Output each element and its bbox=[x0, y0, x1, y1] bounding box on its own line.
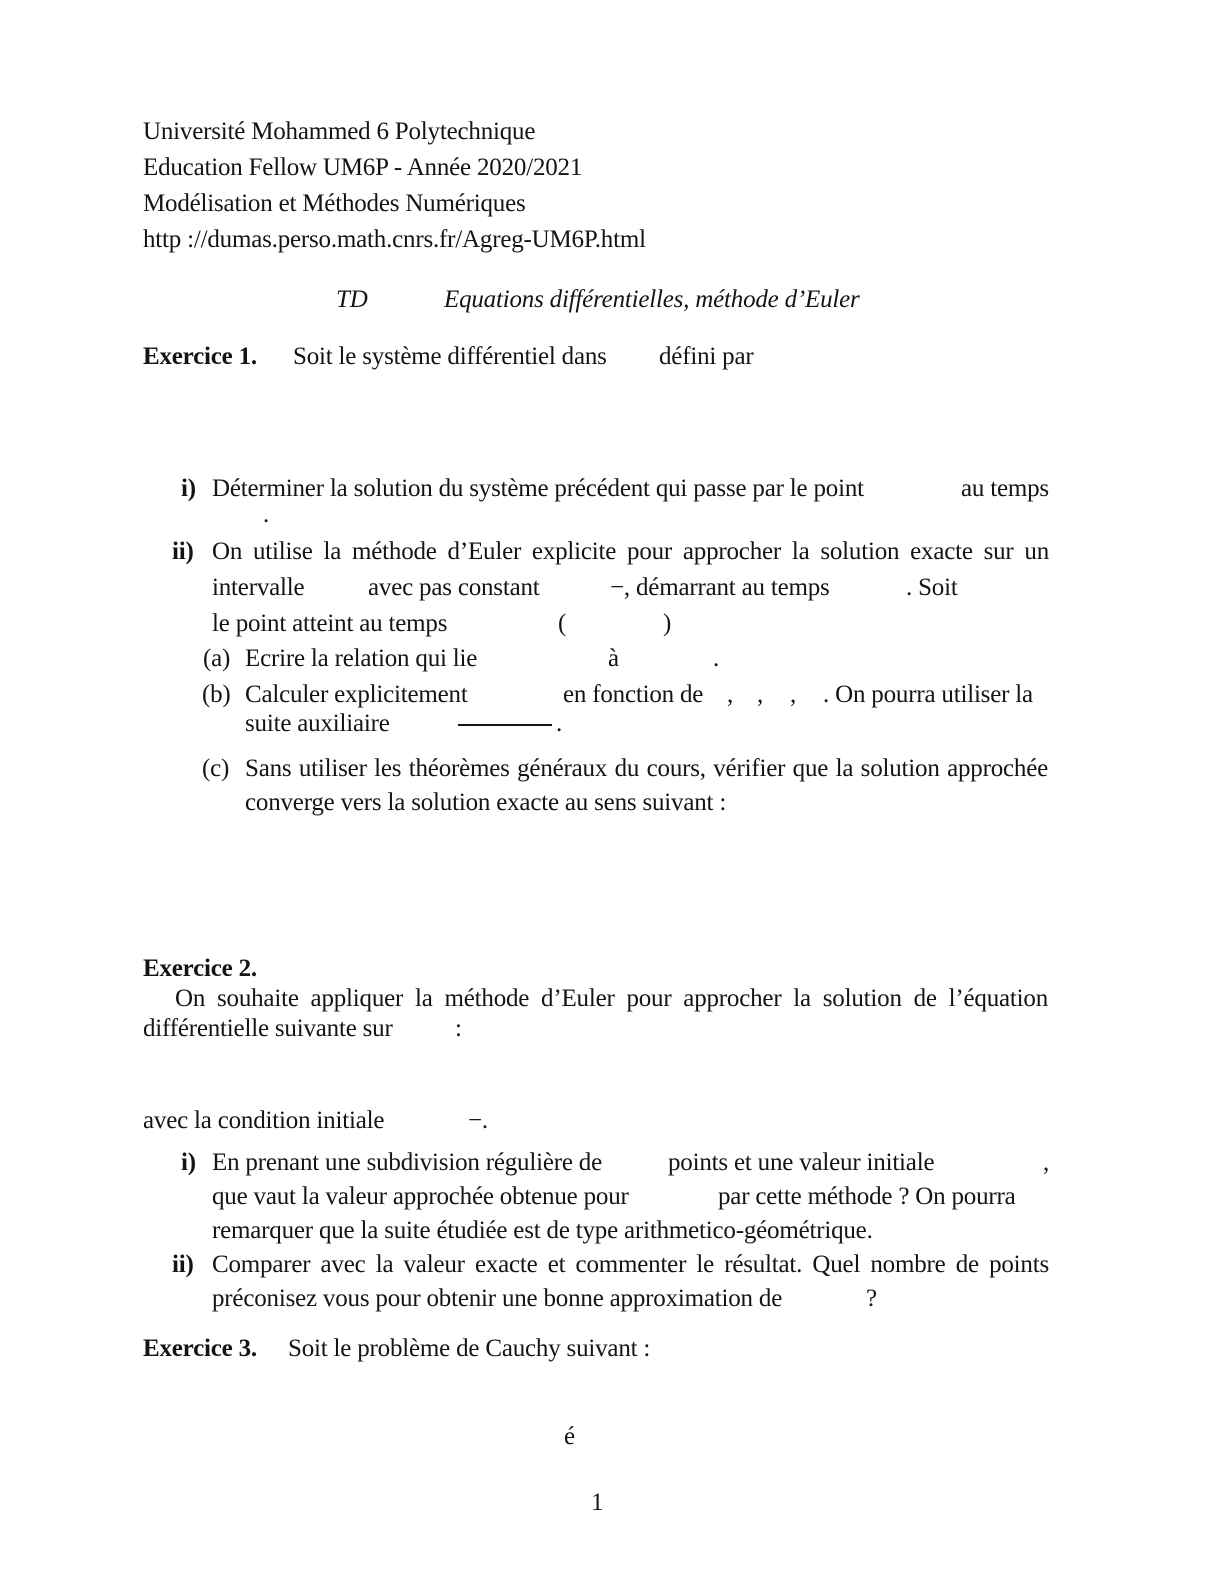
ex1-item-c-text-2: converge vers la solution exacte au sens suivant : bbox=[245, 789, 727, 816]
course-name: Modélisation et Méthodes Numériques bbox=[143, 190, 526, 217]
ex2-item-ii-marker: ii) bbox=[172, 1251, 194, 1278]
ex1-item-ii-line-1 bbox=[0, 535, 1224, 569]
exercise-1-intro-b: défini par bbox=[659, 343, 754, 370]
ex1-item-i-marker: i) bbox=[181, 475, 196, 502]
ex2-item-i-text-2a: que vaut la valeur approchée obtenue pour bbox=[212, 1183, 629, 1210]
ex1-item-i-text: Déterminer la solution du système précédent qui passe par le point bbox=[212, 475, 864, 502]
ex2-intro-line-1 bbox=[0, 982, 1224, 1016]
ex1-item-i-continuation bbox=[0, 498, 1224, 532]
ex2-intro-text-2: différentielle suivante sur bbox=[143, 1015, 393, 1042]
ex1-item-c-text-1: Sans utiliser les théorèmes généraux du cours, vérifier que la solution approchée bbox=[245, 755, 1048, 782]
ex2-item-i-comma: , bbox=[1043, 1149, 1050, 1176]
ex2-item-ii-question-mark: ? bbox=[866, 1285, 877, 1312]
header-line-2 bbox=[0, 151, 1224, 185]
ex2-item-i-marker: i) bbox=[181, 1149, 196, 1176]
ex1-item-b-marker: (b) bbox=[202, 681, 231, 708]
fraction-bar bbox=[458, 724, 552, 726]
ex1-ii-soit: . Soit bbox=[906, 574, 958, 601]
exercise-1-intro-a: Soit le système différentiel dans bbox=[293, 343, 607, 370]
ex1-item-a-marker: (a) bbox=[203, 645, 231, 672]
exercise-1-heading: Exercice 1. bbox=[143, 343, 257, 370]
ex1-item-b-line-2 bbox=[0, 707, 1224, 741]
ex1-item-b-period: . bbox=[556, 710, 563, 737]
exercise-2-heading: Exercice 2. bbox=[143, 955, 257, 982]
ex1-item-ii-marker: ii) bbox=[172, 538, 194, 565]
page-number-line bbox=[0, 1486, 1224, 1520]
ex2-item-i-line-2 bbox=[0, 1180, 1224, 1214]
header-line-3 bbox=[0, 187, 1224, 221]
ex1-item-a-period: . bbox=[713, 645, 720, 672]
ex1-ii-intervalle: intervalle bbox=[212, 574, 305, 601]
exercise-1-heading-line bbox=[0, 340, 1224, 374]
exercise-3-heading: Exercice 3. bbox=[143, 1335, 257, 1362]
course-year: Education Fellow UM6P - Année 2020/2021 bbox=[143, 154, 583, 181]
course-url: http ://dumas.perso.math.cnrs.fr/Agreg-UM6P.html bbox=[143, 226, 646, 253]
ex1-item-c-marker: (c) bbox=[202, 755, 230, 782]
ex2-item-ii-line-2 bbox=[0, 1282, 1224, 1316]
ex1-ii-demarrant: −, démarrant au temps bbox=[610, 574, 830, 601]
stray-accent: é bbox=[564, 1423, 575, 1450]
ex2-item-i-line-1 bbox=[0, 1146, 1224, 1180]
ex1-item-b-comma-2: , bbox=[757, 681, 764, 708]
ex2-intro-text-1: On souhaite appliquer la méthode d’Euler pour approcher la solution de l’équation bbox=[175, 985, 1048, 1012]
header-line-4 bbox=[0, 223, 1224, 257]
ex1-ii-close-paren: ) bbox=[663, 610, 672, 637]
exercise-3-heading-line bbox=[0, 1332, 1224, 1366]
ex2-item-ii-text-1: Comparer avec la valeur exacte et commenter le résultat. Quel nombre de points bbox=[212, 1251, 1049, 1278]
ex1-item-ii-text-1: On utilise la méthode d’Euler explicite pour approcher la solution exacte sur un bbox=[212, 538, 1049, 565]
ex2-item-ii-text-2: préconisez vous pour obtenir une bonne approximation de bbox=[212, 1285, 783, 1312]
ex1-item-a-line bbox=[0, 642, 1224, 676]
ex1-ii-point-atteint: le point atteint au temps bbox=[212, 610, 448, 637]
ex1-item-b-text-3: . On pourra utiliser la bbox=[823, 681, 1033, 708]
stray-accent-line bbox=[0, 1420, 1224, 1454]
ex1-item-b-suite: suite auxiliaire bbox=[245, 710, 390, 737]
ex2-condition-dash: −. bbox=[468, 1107, 488, 1134]
ex2-item-i-text-3: remarquer que la suite étudiée est de type arithmetico-géométrique. bbox=[212, 1217, 873, 1244]
doc-title-line bbox=[0, 283, 1224, 317]
ex2-item-i-text-1a: En prenant une subdivision régulière de bbox=[212, 1149, 603, 1176]
ex2-condition-text: avec la condition initiale bbox=[143, 1107, 385, 1134]
title-subject: Equations différentielles, méthode d’Euler bbox=[444, 286, 860, 313]
ex1-ii-open-paren: ( bbox=[558, 610, 567, 637]
ex1-item-a-text: Ecrire la relation qui lie bbox=[245, 645, 478, 672]
ex2-condition-line bbox=[0, 1104, 1224, 1138]
page-number: 1 bbox=[591, 1489, 604, 1516]
ex1-item-c-line-1 bbox=[0, 752, 1224, 786]
ex2-item-ii-line-1 bbox=[0, 1248, 1224, 1282]
ex1-item-a-a-word: à bbox=[608, 645, 619, 672]
ex1-item-i-period: . bbox=[263, 501, 270, 528]
ex1-item-b-comma-3: , bbox=[790, 681, 797, 708]
ex2-intro-colon: : bbox=[455, 1015, 462, 1042]
ex2-intro-line-2 bbox=[0, 1012, 1224, 1046]
university-name: Université Mohammed 6 Polytechnique bbox=[143, 118, 536, 145]
ex1-ii-pas-constant: avec pas constant bbox=[368, 574, 540, 601]
ex2-item-i-line-3 bbox=[0, 1214, 1224, 1248]
ex2-item-i-text-2b: par cette méthode ? On pourra bbox=[718, 1183, 1016, 1210]
ex1-item-ii-line-2 bbox=[0, 571, 1224, 605]
ex2-item-i-text-1b: points et une valeur initiale bbox=[668, 1149, 935, 1176]
ex1-item-b-text-2: en fonction de bbox=[563, 681, 704, 708]
title-td: TD bbox=[336, 286, 368, 313]
ex1-item-b-text-1: Calculer explicitement bbox=[245, 681, 468, 708]
exercise-3-intro: Soit le problème de Cauchy suivant : bbox=[288, 1335, 651, 1362]
exercise-2-heading-line bbox=[0, 952, 1224, 986]
ex1-item-ii-line-3 bbox=[0, 607, 1224, 641]
header-line-1 bbox=[0, 115, 1224, 149]
ex1-item-c-line-2 bbox=[0, 786, 1224, 820]
ex1-item-i-text-end: au temps bbox=[961, 475, 1049, 502]
ex1-item-b-comma-1: , bbox=[727, 681, 734, 708]
